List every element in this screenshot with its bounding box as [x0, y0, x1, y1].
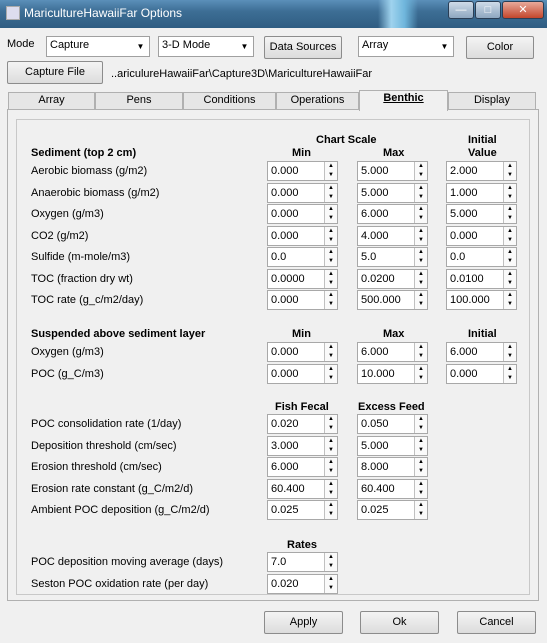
- chart-scale-header: Chart Scale: [316, 134, 377, 146]
- tab-display[interactable]: Display: [448, 92, 536, 109]
- max-header: Max: [383, 147, 405, 159]
- fish-fecal-field[interactable]: [267, 457, 338, 477]
- spin-up-icon[interactable]: ▲: [414, 501, 427, 510]
- spin-up-icon[interactable]: ▲: [324, 227, 337, 236]
- spin-value: 5.000: [450, 208, 478, 220]
- sediment-min-field[interactable]: [267, 247, 338, 267]
- sediment-row-label: TOC (fraction dry wt): [31, 272, 133, 285]
- spin-up-icon[interactable]: ▲: [324, 270, 337, 279]
- spin-down-icon[interactable]: ▼: [503, 374, 516, 383]
- spin-value: 5.0: [361, 251, 377, 263]
- spin-down-icon[interactable]: ▼: [324, 257, 337, 266]
- spin-down-icon[interactable]: ▼: [414, 193, 427, 202]
- spin-up-icon[interactable]: ▲: [324, 248, 337, 257]
- spin-value: 0.000: [271, 346, 299, 358]
- suspended-row-label: Oxygen (g/m3): [31, 346, 104, 358]
- suspended-min-field[interactable]: [267, 364, 338, 384]
- sediment-heading: Sediment (top 2 cm): [31, 147, 137, 159]
- spin-up-icon[interactable]: ▲: [503, 270, 516, 279]
- sediment-max-field[interactable]: [357, 183, 428, 203]
- spin-up-icon[interactable]: ▲: [503, 291, 516, 300]
- poc-row-label: Erosion rate constant (g_C/m2/d): [31, 482, 194, 495]
- capture-file-path: ..ariculureHawaiiFar\Capture3D\MaricultureHawaiiFar: [111, 68, 373, 80]
- capture-file-button[interactable]: Capture File: [7, 61, 103, 84]
- fish-fecal-field[interactable]: [267, 500, 338, 520]
- rate-field[interactable]: [267, 574, 338, 594]
- sediment-max-field[interactable]: [357, 161, 428, 181]
- sediment-initial-field[interactable]: [446, 204, 517, 224]
- spin-down-icon[interactable]: ▼: [324, 467, 337, 476]
- spin-up-icon[interactable]: ▲: [414, 184, 427, 193]
- spin-value: 0.000: [450, 367, 478, 380]
- spin-up-icon[interactable]: ▲: [324, 575, 337, 584]
- spin-value: 0.000: [271, 367, 299, 380]
- sediment-initial-field[interactable]: [446, 290, 517, 310]
- spin-up-icon[interactable]: ▲: [324, 291, 337, 300]
- maximize-button[interactable]: □: [475, 1, 501, 19]
- fish-fecal-field[interactable]: [267, 479, 338, 499]
- spin-down-icon[interactable]: ▼: [324, 489, 337, 498]
- app-icon: [6, 6, 20, 20]
- rate-field[interactable]: [267, 552, 338, 572]
- sediment-initial-field[interactable]: [446, 183, 517, 203]
- spin-up-icon[interactable]: ▲: [324, 162, 337, 171]
- spin-value: 5.000: [361, 165, 389, 177]
- excess-feed-field[interactable]: [357, 436, 428, 456]
- spin-down-icon[interactable]: ▼: [324, 584, 337, 593]
- spin-value: 0.0: [271, 251, 287, 263]
- spin-value: 0.0000: [271, 272, 305, 285]
- excess-feed-field[interactable]: [357, 479, 428, 499]
- sediment-row-label: Oxygen (g/m3): [31, 208, 104, 220]
- sediment-initial-field[interactable]: [446, 269, 517, 289]
- spin-down-icon[interactable]: ▼: [414, 510, 427, 519]
- spin-value: 10.000: [361, 367, 395, 380]
- view-mode-select[interactable]: 3-D Mode ▼: [158, 36, 254, 57]
- spin-up-icon[interactable]: ▲: [414, 437, 427, 446]
- fish-fecal-field[interactable]: [267, 436, 338, 456]
- spin-up-icon[interactable]: ▲: [324, 343, 337, 352]
- sediment-min-field[interactable]: [267, 183, 338, 203]
- spin-up-icon[interactable]: ▲: [414, 458, 427, 467]
- mode-select[interactable]: Capture ▼: [46, 36, 150, 57]
- spin-value: 5.000: [361, 439, 389, 452]
- spin-value: 7.0: [271, 556, 287, 568]
- spin-up-icon[interactable]: ▲: [503, 343, 516, 352]
- spin-down-icon[interactable]: ▼: [324, 446, 337, 455]
- sediment-row-label: Sulfide (m-mole/m3): [31, 251, 131, 263]
- tab-conditions[interactable]: Conditions: [183, 92, 276, 109]
- spin-value: 0.000: [271, 186, 299, 199]
- spin-up-icon[interactable]: ▲: [414, 162, 427, 171]
- spin-value: 0.000: [271, 165, 299, 177]
- sediment-min-field[interactable]: [267, 269, 338, 289]
- value-header: Value: [468, 147, 497, 159]
- spin-up-icon[interactable]: ▲: [414, 415, 427, 424]
- poc-row-label: Deposition threshold (cm/sec): [31, 439, 177, 452]
- spin-down-icon[interactable]: ▼: [324, 193, 337, 202]
- spin-value: 60.400: [271, 482, 305, 495]
- suspended-row-label: POC (g_C/m3): [31, 367, 104, 380]
- excess-feed-field[interactable]: [357, 500, 428, 520]
- poc-row-label: POC consolidation rate (1/day): [31, 418, 182, 430]
- spin-value: 0.0100: [450, 272, 484, 285]
- data-sources-button[interactable]: Data Sources: [264, 36, 342, 59]
- chevron-down-icon: ▼: [133, 38, 148, 55]
- mode-label: Mode: [7, 38, 35, 50]
- spin-down-icon[interactable]: ▼: [503, 193, 516, 202]
- spin-down-icon[interactable]: ▼: [414, 257, 427, 266]
- sediment-min-field[interactable]: [267, 226, 338, 246]
- spin-value: 0.025: [361, 504, 389, 516]
- chevron-down-icon: ▼: [237, 38, 252, 55]
- spin-value: 4.000: [361, 229, 389, 242]
- spin-value: 0.000: [271, 294, 299, 306]
- spin-up-icon[interactable]: ▲: [324, 205, 337, 214]
- cancel-button[interactable]: Cancel: [457, 611, 536, 634]
- spin-up-icon[interactable]: ▲: [503, 365, 516, 374]
- spin-up-icon[interactable]: ▲: [414, 270, 427, 279]
- sediment-max-field[interactable]: [357, 247, 428, 267]
- color-button[interactable]: Color: [466, 36, 534, 59]
- spin-up-icon[interactable]: ▲: [414, 248, 427, 257]
- spin-value: 6.000: [361, 346, 389, 358]
- spin-up-icon[interactable]: ▲: [503, 162, 516, 171]
- spin-value: 2.000: [450, 165, 478, 177]
- sediment-initial-field[interactable]: [446, 161, 517, 181]
- spin-down-icon[interactable]: ▼: [414, 489, 427, 498]
- spin-down-icon[interactable]: ▼: [414, 171, 427, 180]
- spin-up-icon[interactable]: ▲: [414, 480, 427, 489]
- suspended-min-field[interactable]: [267, 342, 338, 362]
- sediment-row-label: CO2 (g/m2): [31, 229, 89, 242]
- poc-row-label: Ambient POC deposition (g_C/m2/d): [31, 504, 210, 516]
- suspended-initial-field[interactable]: [446, 364, 517, 384]
- sediment-max-field[interactable]: [357, 204, 428, 224]
- spin-up-icon[interactable]: ▲: [503, 205, 516, 214]
- spin-up-icon[interactable]: ▲: [503, 227, 516, 236]
- minimize-button[interactable]: —: [448, 1, 474, 19]
- spin-up-icon[interactable]: ▲: [414, 205, 427, 214]
- title-bar: [0, 0, 547, 28]
- sediment-min-field[interactable]: [267, 161, 338, 181]
- spin-up-icon[interactable]: ▲: [324, 553, 337, 562]
- spin-up-icon[interactable]: ▲: [324, 458, 337, 467]
- suspended-max-field[interactable]: [357, 342, 428, 362]
- spin-value: 0.020: [271, 418, 299, 430]
- spin-down-icon[interactable]: ▼: [414, 374, 427, 383]
- spin-up-icon[interactable]: ▲: [324, 415, 337, 424]
- min-header: Min: [292, 147, 311, 159]
- ok-button[interactable]: Ok: [360, 611, 439, 634]
- sediment-min-field[interactable]: [267, 204, 338, 224]
- excess-feed-field[interactable]: [357, 414, 428, 434]
- spin-down-icon[interactable]: ▼: [503, 257, 516, 266]
- spin-down-icon[interactable]: ▼: [414, 424, 427, 433]
- spin-value: 0.025: [271, 504, 299, 516]
- spin-down-icon[interactable]: ▼: [324, 214, 337, 223]
- apply-button[interactable]: Apply: [264, 611, 343, 634]
- spin-value: 3.000: [271, 439, 299, 452]
- suspended-heading: Suspended above sediment layer: [31, 328, 206, 340]
- initial-header-2: Initial: [468, 328, 497, 340]
- spin-up-icon[interactable]: ▲: [414, 227, 427, 236]
- rate-row-label: Seston POC oxidation rate (per day): [31, 577, 209, 590]
- spin-value: 5.000: [361, 186, 389, 199]
- sediment-row-label: Aerobic biomass (g/m2): [31, 165, 148, 177]
- initial-header: Initial: [468, 134, 497, 146]
- rates-header: Rates: [287, 539, 317, 551]
- spin-up-icon[interactable]: ▲: [324, 437, 337, 446]
- array-select[interactable]: Array ▼: [358, 36, 454, 57]
- spin-down-icon[interactable]: ▼: [324, 374, 337, 383]
- chevron-down-icon: ▼: [437, 38, 452, 55]
- rate-row-label: POC deposition moving average (days): [31, 556, 223, 568]
- spin-up-icon[interactable]: ▲: [324, 480, 337, 489]
- spin-value: 6.000: [361, 208, 389, 220]
- window-title: MaricultureHawaiiFar Options: [24, 6, 183, 20]
- spin-value: 0.0: [450, 251, 466, 263]
- spin-down-icon[interactable]: ▼: [414, 279, 427, 288]
- spin-down-icon[interactable]: ▼: [503, 279, 516, 288]
- spin-up-icon[interactable]: ▲: [324, 184, 337, 193]
- min-header-2: Min: [292, 328, 311, 340]
- poc-row-label: Erosion threshold (cm/sec): [31, 461, 162, 473]
- close-button[interactable]: ✕: [502, 1, 544, 19]
- tab-benthic[interactable]: Benthic: [359, 90, 448, 111]
- spin-down-icon[interactable]: ▼: [414, 446, 427, 455]
- spin-up-icon[interactable]: ▲: [324, 365, 337, 374]
- spin-value: 0.000: [450, 229, 478, 242]
- max-header-2: Max: [383, 328, 405, 340]
- spin-up-icon[interactable]: ▲: [414, 365, 427, 374]
- sediment-initial-field[interactable]: [446, 247, 517, 267]
- suspended-max-field[interactable]: [357, 364, 428, 384]
- spin-up-icon[interactable]: ▲: [324, 501, 337, 510]
- spin-down-icon[interactable]: ▼: [503, 171, 516, 180]
- spin-down-icon[interactable]: ▼: [324, 352, 337, 361]
- sediment-max-field[interactable]: [357, 226, 428, 246]
- spin-up-icon[interactable]: ▲: [503, 184, 516, 193]
- spin-down-icon[interactable]: ▼: [414, 214, 427, 223]
- fish-fecal-field[interactable]: [267, 414, 338, 434]
- spin-down-icon[interactable]: ▼: [324, 236, 337, 245]
- spin-down-icon[interactable]: ▼: [414, 300, 427, 309]
- spin-value: 6.000: [271, 461, 299, 473]
- sediment-min-field[interactable]: [267, 290, 338, 310]
- spin-value: 60.400: [361, 482, 395, 495]
- spin-down-icon[interactable]: ▼: [324, 279, 337, 288]
- spin-value: 0.000: [271, 208, 299, 220]
- spin-value: 8.000: [361, 461, 389, 473]
- spin-down-icon[interactable]: ▼: [324, 510, 337, 519]
- spin-down-icon[interactable]: ▼: [503, 352, 516, 361]
- tab-pens[interactable]: Pens: [95, 92, 183, 109]
- spin-value: 500.000: [361, 294, 401, 306]
- spin-up-icon[interactable]: ▲: [503, 248, 516, 257]
- spin-value: 0.000: [271, 229, 299, 242]
- excess-feed-header: Excess Feed: [358, 401, 425, 413]
- spin-value: 100.000: [450, 294, 490, 306]
- sediment-row-label: TOC rate (g_c/m2/day): [31, 294, 144, 306]
- spin-value: 0.020: [271, 577, 299, 590]
- spin-value: 6.000: [450, 346, 478, 358]
- tab-array[interactable]: Array: [8, 92, 95, 109]
- spin-down-icon[interactable]: ▼: [324, 562, 337, 571]
- tab-operations[interactable]: Operations: [276, 92, 359, 109]
- suspended-initial-field[interactable]: [446, 342, 517, 362]
- spin-down-icon[interactable]: ▼: [414, 352, 427, 361]
- spin-down-icon[interactable]: ▼: [503, 300, 516, 309]
- title-decoration: [378, 0, 418, 28]
- spin-down-icon[interactable]: ▼: [324, 424, 337, 433]
- spin-up-icon[interactable]: ▲: [414, 291, 427, 300]
- spin-down-icon[interactable]: ▼: [324, 171, 337, 180]
- spin-down-icon[interactable]: ▼: [503, 236, 516, 245]
- sediment-initial-field[interactable]: [446, 226, 517, 246]
- fish-fecal-header: Fish Fecal: [275, 401, 329, 413]
- spin-up-icon[interactable]: ▲: [414, 343, 427, 352]
- excess-feed-field[interactable]: [357, 457, 428, 477]
- spin-down-icon[interactable]: ▼: [324, 300, 337, 309]
- spin-down-icon[interactable]: ▼: [414, 236, 427, 245]
- sediment-row-label: Anaerobic biomass (g/m2): [31, 186, 160, 199]
- spin-down-icon[interactable]: ▼: [414, 467, 427, 476]
- spin-down-icon[interactable]: ▼: [503, 214, 516, 223]
- spin-value: 1.000: [450, 186, 478, 199]
- spin-value: 0.0200: [361, 272, 395, 285]
- sediment-max-field[interactable]: [357, 269, 428, 289]
- spin-value: 0.050: [361, 418, 389, 430]
- sediment-max-field[interactable]: [357, 290, 428, 310]
